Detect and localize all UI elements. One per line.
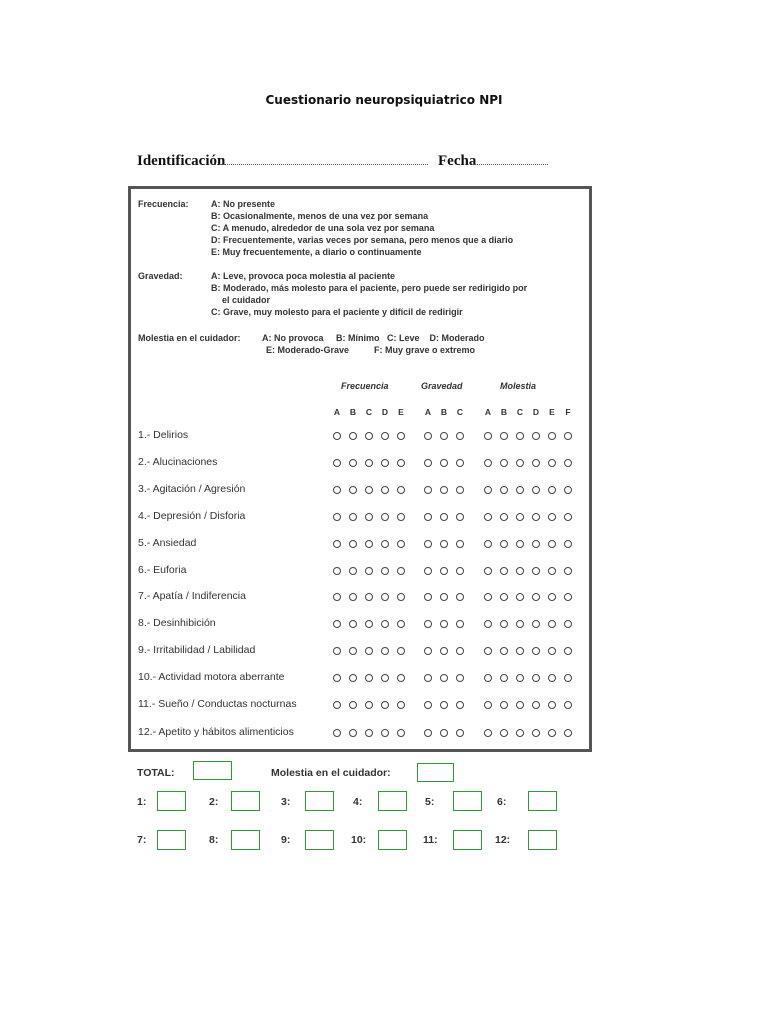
frecuencia-radio-C[interactable] [365, 432, 373, 440]
gravedad-item: el cuidador [222, 295, 271, 305]
molestia-label: Molestia en el cuidador: [138, 333, 241, 343]
molestia-radio-C[interactable] [516, 593, 524, 601]
frecuencia-radio-B[interactable] [349, 701, 357, 709]
gravedad-radio-A[interactable] [424, 486, 432, 494]
score-box[interactable] [305, 830, 334, 850]
molestia-radio-F[interactable] [564, 701, 572, 709]
molestia-radio-A[interactable] [484, 674, 492, 682]
gravedad-radio-B[interactable] [440, 567, 448, 575]
item-label: 10.- Actividad motora aberrante [138, 671, 285, 683]
molestia-radio-B[interactable] [500, 674, 508, 682]
frecuencia-radio-C[interactable] [365, 540, 373, 548]
molestia-radio-F[interactable] [564, 674, 572, 682]
frecuencia-radio-C[interactable] [365, 674, 373, 682]
score-box[interactable] [378, 830, 407, 850]
frecuencia-radio-A[interactable] [333, 593, 341, 601]
gravedad-item: C: Grave, muy molesto para el paciente y difícil de redirigir [211, 307, 463, 317]
gravedad-radio-C[interactable] [456, 486, 464, 494]
gravedad-label: Gravedad: [138, 271, 183, 281]
molestia-radio-B[interactable] [500, 432, 508, 440]
molestia-radio-C[interactable] [516, 674, 524, 682]
frecuencia-letter: E [398, 407, 404, 417]
molestia-letter: A [484, 407, 492, 417]
molestia-letter: B [500, 407, 508, 417]
molestia-radio-A[interactable] [484, 459, 492, 467]
gravedad-item: B: Moderado, más molesto para el paciente, pero puede ser redirigido por [211, 283, 528, 293]
frecuencia-radio-B[interactable] [349, 540, 357, 548]
molestia-radio-F[interactable] [564, 459, 572, 467]
score-label: 4: [353, 796, 363, 808]
frecuencia-radio-A[interactable] [333, 729, 341, 737]
gravedad-radio-B[interactable] [440, 540, 448, 548]
gravedad-radio-C[interactable] [456, 701, 464, 709]
item-label: 5.- Ansiedad [138, 537, 197, 549]
frecuencia-radio-B[interactable] [349, 513, 357, 521]
molestia-radio-C[interactable] [516, 540, 524, 548]
molestia-radio-B[interactable] [500, 486, 508, 494]
score-box[interactable] [231, 791, 260, 811]
gravedad-radio-C[interactable] [456, 459, 464, 467]
frecuencia-radio-A[interactable] [333, 701, 341, 709]
molestia-radio-E[interactable] [548, 432, 556, 440]
molestia-scale: E: Moderado-Grave F: Muy grave o extremo [266, 345, 476, 355]
molestia-radio-F[interactable] [564, 432, 572, 440]
molestia-radio-E[interactable] [548, 701, 556, 709]
item-label: 2.- Alucinaciones [138, 456, 218, 468]
molestia-radio-D[interactable] [532, 567, 540, 575]
total-box[interactable] [193, 761, 232, 780]
gravedad-radio-C[interactable] [456, 432, 464, 440]
gravedad-radio-B[interactable] [440, 593, 448, 601]
molestia-radio-A[interactable] [484, 486, 492, 494]
gravedad-radio-B[interactable] [440, 674, 448, 682]
item-label: 11.- Sueño / Conductas nocturnas [138, 698, 297, 710]
frecuencia-radio-B[interactable] [349, 647, 357, 655]
molestia-radio-E[interactable] [548, 729, 556, 737]
frecuencia-radio-B[interactable] [349, 674, 357, 682]
molestia-radio-E[interactable] [548, 459, 556, 467]
gravedad-radio-C[interactable] [456, 729, 464, 737]
gravedad-letter: B [440, 407, 448, 417]
frecuencia-radio-E[interactable] [397, 701, 405, 709]
molestia-radio-B[interactable] [500, 459, 508, 467]
item-label: 3.- Agitación / Agresión [138, 483, 246, 495]
molestia-total-label: Molestia en el cuidador: [271, 767, 391, 779]
frecuencia-radio-A[interactable] [333, 620, 341, 628]
molestia-radio-B[interactable] [500, 540, 508, 548]
molestia-radio-E[interactable] [548, 647, 556, 655]
frecuencia-radio-D[interactable] [381, 432, 389, 440]
score-label: 5: [425, 796, 435, 808]
molestia-radio-C[interactable] [516, 513, 524, 521]
score-label: 11: [423, 834, 438, 846]
molestia-radio-A[interactable] [484, 620, 492, 628]
gravedad-radio-A[interactable] [424, 674, 432, 682]
frecuencia-radio-A[interactable] [333, 486, 341, 494]
frecuencia-radio-A[interactable] [333, 647, 341, 655]
frecuencia-letter: B [349, 407, 357, 417]
frecuencia-item: D: Frecuentemente, varias veces por semana, pero menos que a diario [211, 235, 514, 245]
molestia-radio-D[interactable] [532, 674, 540, 682]
score-label: 12: [495, 834, 511, 846]
molestia-radio-B[interactable] [500, 593, 508, 601]
molestia-letter: E [549, 407, 555, 417]
score-box[interactable] [378, 791, 407, 811]
molestia-radio-C[interactable] [516, 432, 524, 440]
frecuencia-item: E: Muy frecuentemente, a diario o continuamente [211, 247, 422, 257]
gravedad-radio-A[interactable] [424, 513, 432, 521]
frecuencia-radio-C[interactable] [365, 701, 373, 709]
gravedad-radio-B[interactable] [440, 729, 448, 737]
frecuencia-item: B: Ocasionalmente, menos de una vez por semana [211, 211, 429, 221]
molestia-radio-C[interactable] [516, 729, 524, 737]
molestia-radio-F[interactable] [564, 620, 572, 628]
frecuencia-radio-E[interactable] [397, 674, 405, 682]
gravedad-radio-A[interactable] [424, 701, 432, 709]
molestia-radio-E[interactable] [548, 567, 556, 575]
molestia-radio-C[interactable] [516, 486, 524, 494]
frecuencia-radio-C[interactable] [365, 729, 373, 737]
frecuencia-radio-E[interactable] [397, 729, 405, 737]
item-label: 12.- Apetito y hábitos alimenticios [138, 726, 294, 738]
frecuencia-radio-B[interactable] [349, 486, 357, 494]
fecha-label: Fecha [438, 153, 477, 169]
frecuencia-radio-D[interactable] [381, 674, 389, 682]
score-label: 10: [351, 834, 367, 846]
frecuencia-radio-A[interactable] [333, 432, 341, 440]
score-label: 7: [137, 834, 147, 846]
frecuencia-radio-B[interactable] [349, 729, 357, 737]
gravedad-radio-B[interactable] [440, 701, 448, 709]
gravedad-radio-C[interactable] [456, 620, 464, 628]
gravedad-radio-A[interactable] [424, 620, 432, 628]
frecuencia-item: A: No presente [211, 199, 276, 209]
frecuencia-radio-D[interactable] [381, 513, 389, 521]
score-box[interactable] [453, 791, 482, 811]
item-label: 9.- Irritabilidad / Labilidad [138, 644, 256, 656]
fecha-field[interactable] [474, 164, 548, 165]
gravedad-radio-B[interactable] [440, 432, 448, 440]
frecuencia-radio-E[interactable] [397, 567, 405, 575]
molestia-letter: C [516, 407, 524, 417]
gravedad-radio-B[interactable] [440, 459, 448, 467]
frecuencia-radio-C[interactable] [365, 513, 373, 521]
molestia-radio-D[interactable] [532, 647, 540, 655]
molestia-radio-F[interactable] [564, 567, 572, 575]
score-label: 2: [209, 796, 219, 808]
item-label: 4.- Depresión / Disforia [138, 510, 246, 522]
molestia-radio-E[interactable] [548, 674, 556, 682]
frecuencia-radio-E[interactable] [397, 620, 405, 628]
molestia-radio-D[interactable] [532, 486, 540, 494]
molestia-radio-D[interactable] [532, 432, 540, 440]
molestia-radio-E[interactable] [548, 513, 556, 521]
molestia-scale: A: No provoca B: Mínimo C: Leve D: Moderado [262, 333, 485, 343]
molestia-radio-F[interactable] [564, 647, 572, 655]
molestia-radio-E[interactable] [548, 593, 556, 601]
frecuencia-label: Frecuencia: [138, 199, 189, 209]
molestia-radio-F[interactable] [564, 729, 572, 737]
molestia-radio-C[interactable] [516, 701, 524, 709]
frecuencia-radio-D[interactable] [381, 459, 389, 467]
frecuencia-radio-E[interactable] [397, 432, 405, 440]
gravedad-radio-A[interactable] [424, 593, 432, 601]
frecuencia-radio-B[interactable] [349, 432, 357, 440]
gravedad-letter: C [456, 407, 464, 417]
score-box[interactable] [453, 830, 482, 850]
score-box[interactable] [528, 830, 557, 850]
frecuencia-radio-E[interactable] [397, 513, 405, 521]
score-box[interactable] [231, 830, 260, 850]
frecuencia-radio-D[interactable] [381, 729, 389, 737]
molestia-radio-F[interactable] [564, 540, 572, 548]
gravedad-radio-C[interactable] [456, 674, 464, 682]
molestia-radio-D[interactable] [532, 729, 540, 737]
frecuencia-radio-D[interactable] [381, 567, 389, 575]
molestia-radio-E[interactable] [548, 540, 556, 548]
gravedad-letter: A [424, 407, 432, 417]
score-box[interactable] [157, 791, 186, 811]
frecuencia-radio-A[interactable] [333, 674, 341, 682]
frecuencia-radio-A[interactable] [333, 567, 341, 575]
gravedad-radio-C[interactable] [456, 593, 464, 601]
molestia-radio-E[interactable] [548, 486, 556, 494]
frecuencia-radio-E[interactable] [397, 459, 405, 467]
gravedad-radio-B[interactable] [440, 647, 448, 655]
molestia-header: Molestia [500, 381, 537, 391]
molestia-radio-C[interactable] [516, 620, 524, 628]
frecuencia-radio-D[interactable] [381, 593, 389, 601]
frecuencia-letter: D [381, 407, 389, 417]
score-box[interactable] [305, 791, 334, 811]
molestia-radio-D[interactable] [532, 540, 540, 548]
molestia-radio-A[interactable] [484, 593, 492, 601]
frecuencia-radio-A[interactable] [333, 540, 341, 548]
molestia-radio-B[interactable] [500, 567, 508, 575]
gravedad-radio-B[interactable] [440, 486, 448, 494]
gravedad-radio-B[interactable] [440, 513, 448, 521]
molestia-radio-A[interactable] [484, 701, 492, 709]
frecuencia-letter: A [333, 407, 341, 417]
frecuencia-radio-D[interactable] [381, 647, 389, 655]
score-box[interactable] [157, 830, 186, 850]
molestia-radio-A[interactable] [484, 513, 492, 521]
gravedad-radio-A[interactable] [424, 647, 432, 655]
gravedad-radio-C[interactable] [456, 647, 464, 655]
frecuencia-item: C: A menudo, alrededor de una sola vez por semana [211, 223, 435, 233]
frecuencia-header: Frecuencia [341, 381, 389, 391]
molestia-radio-A[interactable] [484, 432, 492, 440]
score-label: 1: [137, 796, 147, 808]
score-label: 8: [209, 834, 219, 846]
gravedad-radio-A[interactable] [424, 567, 432, 575]
frecuencia-radio-C[interactable] [365, 620, 373, 628]
gravedad-radio-C[interactable] [456, 567, 464, 575]
gravedad-radio-C[interactable] [456, 540, 464, 548]
frecuencia-radio-C[interactable] [365, 459, 373, 467]
molestia-radio-D[interactable] [532, 593, 540, 601]
total-label: TOTAL: [137, 767, 175, 779]
molestia-radio-B[interactable] [500, 701, 508, 709]
frecuencia-radio-B[interactable] [349, 567, 357, 575]
molestia-radio-A[interactable] [484, 567, 492, 575]
frecuencia-radio-E[interactable] [397, 540, 405, 548]
molestia-radio-D[interactable] [532, 459, 540, 467]
molestia-radio-A[interactable] [484, 540, 492, 548]
frecuencia-radio-D[interactable] [381, 486, 389, 494]
molestia-radio-B[interactable] [500, 647, 508, 655]
molestia-radio-B[interactable] [500, 620, 508, 628]
frecuencia-radio-B[interactable] [349, 620, 357, 628]
score-label: 9: [281, 834, 291, 846]
frecuencia-radio-B[interactable] [349, 593, 357, 601]
gravedad-radio-A[interactable] [424, 729, 432, 737]
gravedad-radio-B[interactable] [440, 620, 448, 628]
frecuencia-radio-E[interactable] [397, 593, 405, 601]
gravedad-radio-A[interactable] [424, 540, 432, 548]
molestia-radio-E[interactable] [548, 620, 556, 628]
page-title: Cuestionario neuropsiquiatrico NPI [265, 93, 503, 107]
molestia-radio-B[interactable] [500, 513, 508, 521]
molestia-radio-C[interactable] [516, 567, 524, 575]
gravedad-item: A: Leve, provoca poca molestia al paciente [211, 271, 396, 281]
frecuencia-radio-B[interactable] [349, 459, 357, 467]
frecuencia-radio-A[interactable] [333, 459, 341, 467]
frecuencia-radio-A[interactable] [333, 513, 341, 521]
score-label: 6: [497, 796, 507, 808]
identificacion-label: Identificación [137, 153, 226, 169]
frecuencia-radio-E[interactable] [397, 486, 405, 494]
frecuencia-radio-E[interactable] [397, 647, 405, 655]
item-label: 6.- Euforia [138, 564, 187, 576]
gravedad-radio-A[interactable] [424, 432, 432, 440]
molestia-radio-A[interactable] [484, 647, 492, 655]
gravedad-radio-A[interactable] [424, 459, 432, 467]
molestia-radio-C[interactable] [516, 647, 524, 655]
molestia-radio-C[interactable] [516, 459, 524, 467]
item-label: 8.- Desinhibición [138, 617, 216, 629]
identificacion-field[interactable] [215, 164, 428, 165]
molestia-radio-F[interactable] [564, 486, 572, 494]
item-label: 1.- Delirios [138, 429, 189, 441]
score-label: 3: [281, 796, 291, 808]
gravedad-header: Gravedad [421, 381, 463, 391]
frecuencia-radio-C[interactable] [365, 593, 373, 601]
molestia-letter: D [532, 407, 540, 417]
molestia-radio-D[interactable] [532, 513, 540, 521]
molestia-radio-B[interactable] [500, 729, 508, 737]
frecuencia-radio-D[interactable] [381, 620, 389, 628]
molestia-letter: F [565, 407, 571, 417]
molestia-radio-D[interactable] [532, 701, 540, 709]
frecuencia-letter: C [365, 407, 373, 417]
frecuencia-radio-D[interactable] [381, 701, 389, 709]
molestia-radio-F[interactable] [564, 593, 572, 601]
frecuencia-radio-C[interactable] [365, 567, 373, 575]
molestia-radio-F[interactable] [564, 513, 572, 521]
molestia-radio-A[interactable] [484, 729, 492, 737]
score-box[interactable] [528, 791, 557, 811]
frecuencia-radio-C[interactable] [365, 647, 373, 655]
molestia-radio-D[interactable] [532, 620, 540, 628]
gravedad-radio-C[interactable] [456, 513, 464, 521]
frecuencia-radio-C[interactable] [365, 486, 373, 494]
frecuencia-radio-D[interactable] [381, 540, 389, 548]
molestia-total-box[interactable] [417, 763, 454, 782]
item-label: 7.- Apatía / Indiferencia [138, 590, 246, 602]
